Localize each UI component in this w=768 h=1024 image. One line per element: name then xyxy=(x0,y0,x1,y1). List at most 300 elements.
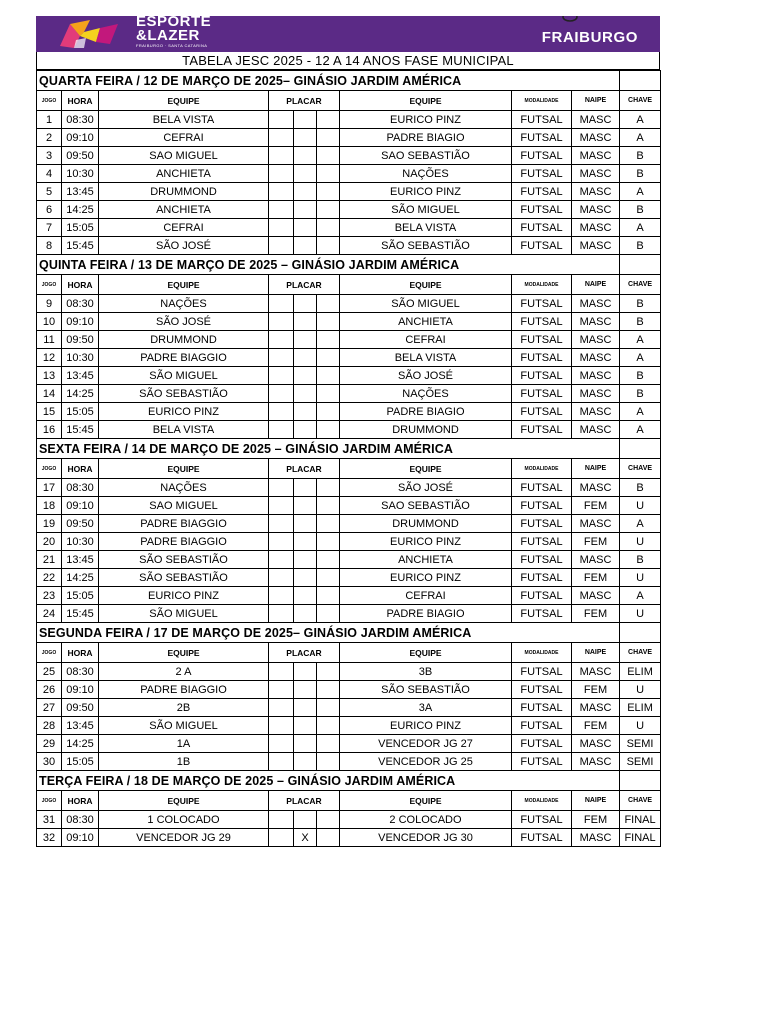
cell-naipe: FEM xyxy=(572,533,620,551)
game-row xyxy=(37,421,661,439)
cell-equipe2: NAÇÕES xyxy=(340,385,512,403)
cell-hora: 15:05 xyxy=(62,219,99,237)
column-header-row xyxy=(37,459,661,479)
cell-modalidade: FUTSAL xyxy=(512,533,572,551)
cell-equipe1: NAÇÕES xyxy=(99,295,269,313)
cell-modalidade: FUTSAL xyxy=(512,735,572,753)
cell-jogo: 6 xyxy=(37,201,62,219)
cell-p2 xyxy=(294,237,317,255)
cell-p2 xyxy=(294,421,317,439)
document-title: TABELA JESC 2025 - 12 A 14 ANOS FASE MUNICIPAL xyxy=(36,52,660,70)
cell-equipe2: 3A xyxy=(340,699,512,717)
city-name: FRAIBURGO xyxy=(541,29,638,46)
day-title-spacer xyxy=(620,623,661,643)
cell-equipe1: CEFRAI xyxy=(99,129,269,147)
cell-hora: 08:30 xyxy=(62,111,99,129)
cell-hora: 09:10 xyxy=(62,829,99,847)
column-header-row xyxy=(37,275,661,295)
cell-jogo: 12 xyxy=(37,349,62,367)
brand-line-1: ESPORTE xyxy=(136,16,212,30)
cell-equipe2: 2 COLOCADO xyxy=(340,811,512,829)
column-header-chave: CHAVE xyxy=(620,791,661,811)
column-header-placar: PLACAR xyxy=(269,91,340,111)
cell-p1 xyxy=(269,829,294,847)
cell-p2 xyxy=(294,385,317,403)
cell-hora: 08:30 xyxy=(62,663,99,681)
cell-equipe1: SÃO JOSÉ xyxy=(99,313,269,331)
cell-p3 xyxy=(317,811,340,829)
cell-modalidade: FUTSAL xyxy=(512,699,572,717)
cell-hora: 08:30 xyxy=(62,295,99,313)
game-row xyxy=(37,147,661,165)
column-header-placar: PLACAR xyxy=(269,275,340,295)
cell-p2 xyxy=(294,699,317,717)
cell-hora: 15:45 xyxy=(62,605,99,623)
cell-chave: U xyxy=(620,717,661,735)
cell-equipe1: DRUMMOND xyxy=(99,331,269,349)
cell-equipe2: SÃO SEBASTIÃO xyxy=(340,237,512,255)
cell-jogo: 13 xyxy=(37,367,62,385)
cell-equipe1: EURICO PINZ xyxy=(99,587,269,605)
cell-chave: B xyxy=(620,385,661,403)
column-header-row xyxy=(37,91,661,111)
cell-jogo: 15 xyxy=(37,403,62,421)
cell-naipe: MASC xyxy=(572,663,620,681)
cell-chave: B xyxy=(620,295,661,313)
cell-p2 xyxy=(294,129,317,147)
cell-naipe: MASC xyxy=(572,385,620,403)
cell-hora: 14:25 xyxy=(62,385,99,403)
game-row xyxy=(37,587,661,605)
cell-p2 xyxy=(294,111,317,129)
cell-p2 xyxy=(294,147,317,165)
cell-naipe: MASC xyxy=(572,829,620,847)
cell-jogo: 27 xyxy=(37,699,62,717)
cell-p1 xyxy=(269,367,294,385)
cell-naipe: MASC xyxy=(572,699,620,717)
game-row xyxy=(37,479,661,497)
game-row xyxy=(37,663,661,681)
column-header-modalidade: MODALIDADE xyxy=(512,459,572,479)
cell-p3 xyxy=(317,551,340,569)
cell-chave: A xyxy=(620,129,661,147)
cell-chave: U xyxy=(620,533,661,551)
cell-hora: 10:30 xyxy=(62,165,99,183)
day-title-spacer xyxy=(620,771,661,791)
cell-jogo: 24 xyxy=(37,605,62,623)
cell-jogo: 31 xyxy=(37,811,62,829)
column-header-naipe: NAIPE xyxy=(572,91,620,111)
cell-p1 xyxy=(269,147,294,165)
cell-p1 xyxy=(269,111,294,129)
cell-modalidade: FUTSAL xyxy=(512,201,572,219)
cell-chave: U xyxy=(620,497,661,515)
cell-p2 xyxy=(294,479,317,497)
cell-p3 xyxy=(317,385,340,403)
cell-jogo: 30 xyxy=(37,753,62,771)
cell-naipe: MASC xyxy=(572,129,620,147)
game-row xyxy=(37,551,661,569)
day-title: SEXTA FEIRA / 14 DE MARÇO DE 2025 – GINÁSIO JARDIM AMÉRICA xyxy=(37,439,620,459)
cell-jogo: 2 xyxy=(37,129,62,147)
cell-equipe1: CEFRAI xyxy=(99,219,269,237)
cell-equipe1: BELA VISTA xyxy=(99,421,269,439)
brand-line-2: &LAZER xyxy=(136,27,200,44)
cell-naipe: FEM xyxy=(572,569,620,587)
cell-equipe2: SÃO SEBASTIÃO xyxy=(340,681,512,699)
cell-naipe: MASC xyxy=(572,111,620,129)
column-header-hora: HORA xyxy=(62,275,99,295)
cell-chave: A xyxy=(620,421,661,439)
column-header-jogo: JOGO xyxy=(37,91,62,111)
cell-p1 xyxy=(269,699,294,717)
cell-chave: B xyxy=(620,237,661,255)
cell-equipe1: 2B xyxy=(99,699,269,717)
cell-p2 xyxy=(294,165,317,183)
game-row xyxy=(37,569,661,587)
cell-hora: 09:50 xyxy=(62,515,99,533)
game-row xyxy=(37,367,661,385)
cell-modalidade: FUTSAL xyxy=(512,479,572,497)
cell-jogo: 5 xyxy=(37,183,62,201)
column-header-chave: CHAVE xyxy=(620,91,661,111)
cell-p2 xyxy=(294,605,317,623)
cell-chave: B xyxy=(620,147,661,165)
cell-chave: U xyxy=(620,681,661,699)
column-header-chave: CHAVE xyxy=(620,643,661,663)
cell-equipe1: PADRE BIAGGIO xyxy=(99,515,269,533)
day-header xyxy=(37,439,661,459)
column-header-modalidade: MODALIDADE xyxy=(512,643,572,663)
cell-equipe1: 2 A xyxy=(99,663,269,681)
cell-p1 xyxy=(269,497,294,515)
cell-equipe2: SAO SEBASTIÃO xyxy=(340,147,512,165)
cell-naipe: FEM xyxy=(572,497,620,515)
cell-p3 xyxy=(317,681,340,699)
cell-hora: 09:50 xyxy=(62,331,99,349)
cell-equipe1: DRUMMOND xyxy=(99,183,269,201)
cell-p1 xyxy=(269,605,294,623)
cell-modalidade: FUTSAL xyxy=(512,587,572,605)
cell-p2 xyxy=(294,367,317,385)
column-header-hora: HORA xyxy=(62,91,99,111)
column-header-jogo: JOGO xyxy=(37,275,62,295)
cell-p3 xyxy=(317,533,340,551)
cell-chave: B xyxy=(620,367,661,385)
cell-p3 xyxy=(317,717,340,735)
cell-equipe1: SAO MIGUEL xyxy=(99,497,269,515)
cell-p2 xyxy=(294,403,317,421)
cell-p1 xyxy=(269,219,294,237)
cell-p3 xyxy=(317,201,340,219)
game-row xyxy=(37,385,661,403)
cell-hora: 14:25 xyxy=(62,735,99,753)
cell-equipe2: SAO SEBASTIÃO xyxy=(340,497,512,515)
cell-hora: 08:30 xyxy=(62,479,99,497)
column-header-naipe: NAIPE xyxy=(572,791,620,811)
cell-jogo: 4 xyxy=(37,165,62,183)
game-row xyxy=(37,295,661,313)
cell-jogo: 32 xyxy=(37,829,62,847)
cell-chave: A xyxy=(620,219,661,237)
cell-p2 xyxy=(294,313,317,331)
cell-naipe: FEM xyxy=(572,605,620,623)
cell-naipe: MASC xyxy=(572,183,620,201)
game-row xyxy=(37,497,661,515)
cell-p2 xyxy=(294,183,317,201)
cell-jogo: 29 xyxy=(37,735,62,753)
cell-p3 xyxy=(317,147,340,165)
cell-modalidade: FUTSAL xyxy=(512,569,572,587)
cell-p1 xyxy=(269,753,294,771)
game-row xyxy=(37,515,661,533)
cell-jogo: 9 xyxy=(37,295,62,313)
cell-p2: X xyxy=(294,829,317,847)
cell-p1 xyxy=(269,349,294,367)
cell-equipe2: BELA VISTA xyxy=(340,219,512,237)
game-row xyxy=(37,533,661,551)
cell-equipe1: SÃO MIGUEL xyxy=(99,605,269,623)
column-header-row xyxy=(37,643,661,663)
game-row xyxy=(37,111,661,129)
cell-equipe1: ANCHIETA xyxy=(99,201,269,219)
cell-equipe2: EURICO PINZ xyxy=(340,533,512,551)
cell-jogo: 1 xyxy=(37,111,62,129)
cell-equipe2: CEFRAI xyxy=(340,587,512,605)
game-row xyxy=(37,829,661,847)
cell-jogo: 11 xyxy=(37,331,62,349)
cell-modalidade: FUTSAL xyxy=(512,811,572,829)
cell-modalidade: FUTSAL xyxy=(512,515,572,533)
cell-chave: B xyxy=(620,201,661,219)
cell-modalidade: FUTSAL xyxy=(512,829,572,847)
column-header-equipe: EQUIPE xyxy=(99,91,269,111)
cell-naipe: MASC xyxy=(572,219,620,237)
game-row xyxy=(37,183,661,201)
game-row xyxy=(37,717,661,735)
cell-jogo: 16 xyxy=(37,421,62,439)
cell-hora: 13:45 xyxy=(62,717,99,735)
cell-modalidade: FUTSAL xyxy=(512,367,572,385)
column-header-jogo: JOGO xyxy=(37,643,62,663)
cell-modalidade: FUTSAL xyxy=(512,605,572,623)
cell-jogo: 20 xyxy=(37,533,62,551)
game-row xyxy=(37,403,661,421)
cell-naipe: MASC xyxy=(572,479,620,497)
game-row xyxy=(37,735,661,753)
cell-naipe: MASC xyxy=(572,165,620,183)
cell-equipe2: PADRE BIAGIO xyxy=(340,605,512,623)
cell-hora: 09:10 xyxy=(62,313,99,331)
cell-jogo: 26 xyxy=(37,681,62,699)
cell-hora: 09:10 xyxy=(62,129,99,147)
cell-equipe2: SÃO JOSÉ xyxy=(340,367,512,385)
cell-hora: 13:45 xyxy=(62,183,99,201)
cell-modalidade: FUTSAL xyxy=(512,403,572,421)
cell-equipe2: VENCEDOR JG 25 xyxy=(340,753,512,771)
cell-modalidade: FUTSAL xyxy=(512,219,572,237)
cell-modalidade: FUTSAL xyxy=(512,237,572,255)
cell-chave: A xyxy=(620,183,661,201)
cell-modalidade: FUTSAL xyxy=(512,421,572,439)
cell-equipe2: EURICO PINZ xyxy=(340,717,512,735)
cell-p3 xyxy=(317,753,340,771)
cell-p2 xyxy=(294,497,317,515)
brand-subtitle: FRAIBURGO · SANTA CATARINA xyxy=(136,43,208,48)
cell-chave: SEMI xyxy=(620,753,661,771)
cell-naipe: MASC xyxy=(572,421,620,439)
cell-p3 xyxy=(317,111,340,129)
cell-jogo: 3 xyxy=(37,147,62,165)
cell-modalidade: FUTSAL xyxy=(512,663,572,681)
cell-p1 xyxy=(269,735,294,753)
cell-modalidade: FUTSAL xyxy=(512,147,572,165)
cell-p3 xyxy=(317,699,340,717)
game-row xyxy=(37,129,661,147)
cell-p3 xyxy=(317,569,340,587)
cell-equipe1: SÃO SEBASTIÃO xyxy=(99,569,269,587)
cell-equipe1: SAO MIGUEL xyxy=(99,147,269,165)
cell-naipe: MASC xyxy=(572,349,620,367)
cell-modalidade: FUTSAL xyxy=(512,497,572,515)
cell-p3 xyxy=(317,165,340,183)
cell-chave: A xyxy=(620,349,661,367)
cell-hora: 15:05 xyxy=(62,753,99,771)
cell-hora: 15:05 xyxy=(62,403,99,421)
cell-p3 xyxy=(317,735,340,753)
cell-modalidade: FUTSAL xyxy=(512,295,572,313)
cell-equipe1: NAÇÕES xyxy=(99,479,269,497)
column-header-naipe: NAIPE xyxy=(572,459,620,479)
cell-modalidade: FUTSAL xyxy=(512,385,572,403)
cell-p2 xyxy=(294,717,317,735)
cell-jogo: 17 xyxy=(37,479,62,497)
column-header-placar: PLACAR xyxy=(269,459,340,479)
day-title: QUARTA FEIRA / 12 DE MARÇO DE 2025– GINÁSIO JARDIM AMÉRICA xyxy=(37,71,620,91)
cell-modalidade: FUTSAL xyxy=(512,313,572,331)
cell-p1 xyxy=(269,551,294,569)
cell-p1 xyxy=(269,479,294,497)
cell-equipe2: CEFRAI xyxy=(340,331,512,349)
cell-equipe1: SÃO SEBASTIÃO xyxy=(99,385,269,403)
cell-modalidade: FUTSAL xyxy=(512,551,572,569)
column-header-equipe: EQUIPE xyxy=(99,791,269,811)
game-row xyxy=(37,349,661,367)
cell-hora: 15:45 xyxy=(62,421,99,439)
cell-naipe: MASC xyxy=(572,515,620,533)
cell-p1 xyxy=(269,313,294,331)
cell-chave: U xyxy=(620,605,661,623)
cell-p3 xyxy=(317,367,340,385)
cell-equipe2: EURICO PINZ xyxy=(340,183,512,201)
column-header-jogo: JOGO xyxy=(37,459,62,479)
cell-modalidade: FUTSAL xyxy=(512,111,572,129)
cell-p2 xyxy=(294,201,317,219)
cell-p2 xyxy=(294,663,317,681)
cell-naipe: MASC xyxy=(572,331,620,349)
column-header-chave: CHAVE xyxy=(620,459,661,479)
cell-modalidade: FUTSAL xyxy=(512,183,572,201)
cell-equipe2: EURICO PINZ xyxy=(340,569,512,587)
cell-chave: A xyxy=(620,331,661,349)
cell-p2 xyxy=(294,533,317,551)
cell-p1 xyxy=(269,295,294,313)
city-crest-icon xyxy=(562,16,578,22)
cell-jogo: 22 xyxy=(37,569,62,587)
cell-jogo: 14 xyxy=(37,385,62,403)
column-header-placar: PLACAR xyxy=(269,643,340,663)
column-header-equipe: EQUIPE xyxy=(340,91,512,111)
cell-chave: FINAL xyxy=(620,829,661,847)
cell-hora: 10:30 xyxy=(62,533,99,551)
cell-hora: 14:25 xyxy=(62,201,99,219)
column-header-modalidade: MODALIDADE xyxy=(512,275,572,295)
cell-equipe2: VENCEDOR JG 30 xyxy=(340,829,512,847)
cell-equipe2: PADRE BIAGIO xyxy=(340,403,512,421)
cell-hora: 13:45 xyxy=(62,367,99,385)
cell-hora: 09:50 xyxy=(62,699,99,717)
cell-naipe: MASC xyxy=(572,587,620,605)
day-title-spacer xyxy=(620,255,661,275)
game-row xyxy=(37,201,661,219)
cell-jogo: 10 xyxy=(37,313,62,331)
cell-jogo: 18 xyxy=(37,497,62,515)
cell-p2 xyxy=(294,295,317,313)
cell-p1 xyxy=(269,385,294,403)
cell-jogo: 19 xyxy=(37,515,62,533)
column-header-hora: HORA xyxy=(62,643,99,663)
header-banner xyxy=(36,16,660,52)
game-row xyxy=(37,681,661,699)
cell-p1 xyxy=(269,717,294,735)
cell-equipe1: EURICO PINZ xyxy=(99,403,269,421)
cell-equipe1: 1B xyxy=(99,753,269,771)
column-header-equipe: EQUIPE xyxy=(99,459,269,479)
cell-p3 xyxy=(317,349,340,367)
cell-modalidade: FUTSAL xyxy=(512,753,572,771)
cell-p1 xyxy=(269,403,294,421)
column-header-equipe: EQUIPE xyxy=(340,275,512,295)
day-header xyxy=(37,623,661,643)
cell-equipe1: PADRE BIAGGIO xyxy=(99,533,269,551)
column-header-modalidade: MODALIDADE xyxy=(512,91,572,111)
cell-equipe1: SÃO MIGUEL xyxy=(99,717,269,735)
cell-chave: A xyxy=(620,515,661,533)
cell-p2 xyxy=(294,569,317,587)
cell-chave: SEMI xyxy=(620,735,661,753)
cell-equipe1: 1 COLOCADO xyxy=(99,811,269,829)
cell-modalidade: FUTSAL xyxy=(512,349,572,367)
game-row xyxy=(37,753,661,771)
game-row xyxy=(37,699,661,717)
cell-naipe: MASC xyxy=(572,403,620,421)
cell-p2 xyxy=(294,587,317,605)
cell-chave: ELIM xyxy=(620,699,661,717)
cell-p2 xyxy=(294,811,317,829)
column-header-hora: HORA xyxy=(62,791,99,811)
cell-p3 xyxy=(317,479,340,497)
cell-modalidade: FUTSAL xyxy=(512,165,572,183)
column-header-naipe: NAIPE xyxy=(572,643,620,663)
cell-p1 xyxy=(269,237,294,255)
cell-equipe2: 3B xyxy=(340,663,512,681)
cell-p2 xyxy=(294,735,317,753)
cell-equipe2: VENCEDOR JG 27 xyxy=(340,735,512,753)
cell-p2 xyxy=(294,349,317,367)
game-row xyxy=(37,811,661,829)
cell-naipe: MASC xyxy=(572,147,620,165)
cell-p1 xyxy=(269,533,294,551)
